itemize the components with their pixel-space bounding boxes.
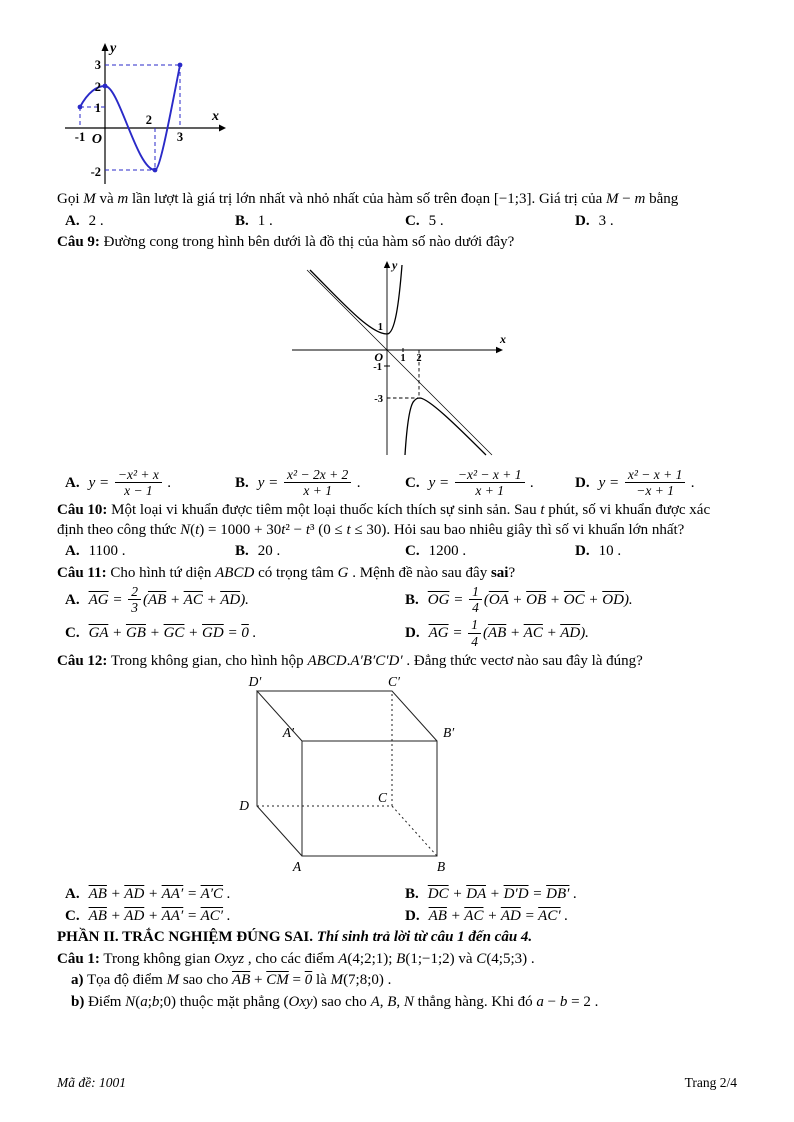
question-8-block	[57, 36, 737, 231]
q9-tick-ym1: -1	[373, 361, 382, 373]
option-d-label: D.	[575, 212, 590, 229]
option-c	[397, 212, 567, 232]
option-c-label: C.	[65, 625, 80, 642]
q12-options-row-2	[57, 907, 737, 927]
option-b-label: B.	[235, 543, 249, 560]
q8-tick-y3: 3	[94, 58, 101, 72]
item-b-text: Điểm N(a;b;0) thuộc mặt phẳng (Oxy) sao cho A, B, N thẳng hàng. Khi đó a − b = 2 .	[88, 993, 599, 1010]
q8-tick-x3: 3	[176, 130, 184, 144]
q8-question: Gọi M và m lần lượt là giá trị lớn nhất và nhỏ nhất của hàm số trên đoạn [−1;3]. Giá trị của M − m bằng	[57, 191, 679, 207]
q10-question-line	[57, 501, 737, 540]
option-d-formula: $\overline{AB} + \overline{AC} + \overline{AD} = AC'$ .	[428, 907, 569, 924]
part2-cau1-text: Trong không gian Oxyz , cho các điểm A(4;2;1); B(1;−1;2) và C(4;5;3) .	[103, 950, 535, 967]
vertex-label-B: B	[436, 859, 446, 875]
x-axis-arrow-icon	[219, 125, 226, 132]
q10-question: Một loại vi khuẩn được tiêm một loại thuốc kích thích sự sinh sản. Sau t phút, số vi khuẩn được xác định theo công thức N(t) = 1000 + 30t² − t³ (0 ≤ t ≤ 30). Hỏi sau bao nhiêu giây thì số vi khuẩn lớn nhất?	[57, 502, 711, 538]
option-b	[227, 468, 397, 499]
option-a-label: A.	[65, 474, 80, 491]
q8-tick-ym2: -2	[90, 165, 101, 179]
option-a-formula: $\overline{AG}$ = $\frac{2}{3}$ $(\overline{AB} + \overline{AC} + \overline{AD})$.	[88, 584, 249, 616]
question-10-block	[57, 501, 737, 562]
page-footer	[57, 1074, 737, 1092]
option-a-label: A.	[65, 592, 80, 609]
q11-question-line	[57, 564, 737, 584]
option-a	[57, 585, 397, 616]
q8-tick-xm1: -1	[74, 130, 86, 144]
question-12-block	[57, 652, 737, 927]
option-c-formula: y = $\frac{\text{−x² − x + 1}}{x + 1}$ .	[428, 467, 534, 499]
option-b	[227, 212, 397, 232]
part2-cau1-item-a	[57, 971, 737, 991]
option-b	[397, 585, 737, 616]
q8-tick-y1: 1	[94, 101, 101, 115]
q9-tick-y1: 1	[377, 321, 383, 333]
option-c-label: C.	[65, 907, 80, 924]
option-d-text: 3 .	[598, 212, 614, 229]
q11-options-row-1	[57, 585, 737, 616]
q8-tick-x2: 2	[145, 113, 152, 127]
option-c	[57, 624, 397, 644]
option-d-label: D.	[405, 907, 420, 924]
q8-axes	[65, 50, 219, 184]
option-d-label: D.	[405, 625, 420, 642]
q9-question: Đường cong trong hình bên dưới là đồ thị của hàm số nào dưới đây?	[103, 234, 515, 250]
q8-figure	[57, 36, 737, 188]
option-b-text: 1 .	[257, 212, 273, 229]
option-b-label: B.	[235, 474, 249, 491]
option-a-text: 1100 .	[88, 543, 126, 560]
part2-heading-bold: PHẦN II. TRẮC NGHIỆM ĐÚNG SAI.	[57, 929, 313, 946]
q11-question: Cho hình tứ diện ABCD có trọng tâm G . Mệnh đề nào sau đây sai?	[110, 564, 516, 581]
q9-graph	[282, 255, 512, 460]
vertex-label-A: A	[292, 859, 302, 875]
option-c	[57, 907, 397, 927]
q10-options	[57, 542, 737, 562]
q8-points	[78, 63, 183, 173]
option-a-text: 2 .	[88, 212, 104, 229]
question-9-block	[57, 233, 737, 499]
q12-number: Câu 12:	[57, 652, 108, 669]
option-b	[397, 885, 737, 905]
q11-options-row-2	[57, 618, 737, 649]
option-a	[57, 468, 227, 499]
q12-figure	[227, 673, 737, 883]
q9-figure	[57, 255, 737, 467]
page-number: Trang 2/4	[684, 1075, 737, 1091]
vertex-label-C-prime: C′	[388, 674, 400, 690]
option-d-label: D.	[575, 543, 590, 560]
q12-box-diagram	[227, 673, 497, 883]
q9-y-label: y	[392, 257, 398, 272]
option-b	[227, 542, 397, 562]
option-c-text: 1200 .	[428, 543, 467, 560]
q8-tick-y2: 2	[94, 80, 101, 94]
vertex-label-D: D	[239, 798, 249, 814]
option-c-formula: $\overline{GA} + \overline{GB} + \overline{GC} + \overline{GD} = 0$ .	[88, 625, 257, 642]
option-a	[57, 542, 227, 562]
option-b-text: 20 .	[257, 543, 281, 560]
q9-options	[57, 468, 737, 499]
option-d-label: D.	[575, 474, 590, 491]
option-c-label: C.	[405, 543, 420, 560]
option-b-formula: $\overline{OG}$ = $\frac{1}{4}$ $(\overline{OA} + \overline{OB} + \overline{OC} + \overline{OD})$.	[427, 584, 633, 616]
item-a-text: Tọa độ điểm M sao cho $\overline{AB} + \overline{CM} = 0$ là M(7;8;0) .	[86, 972, 392, 989]
q9-tick-ym3: -3	[374, 393, 383, 405]
q8-options	[57, 212, 737, 232]
q12-options-row-1	[57, 885, 737, 905]
option-d-formula: $\overline{AG}$ = $\frac{1}{4}$ $(\overline{AB} + \overline{AC} + \overline{AD})$.	[428, 617, 589, 649]
option-c-text: 5 .	[428, 212, 444, 229]
option-c-label: C.	[405, 212, 420, 229]
option-d-text: 10 .	[598, 543, 622, 560]
question-11-block	[57, 564, 737, 650]
part2-cau1-number: Câu 1:	[57, 950, 100, 967]
part2-heading-italic: Thí sinh trả lời từ câu 1 đến câu 4.	[316, 929, 533, 946]
option-a	[57, 212, 227, 232]
q9-tick-x1: 1	[400, 352, 406, 364]
part2-block	[57, 928, 737, 1012]
option-a	[57, 885, 397, 905]
part2-heading	[57, 928, 737, 948]
option-b-label: B.	[405, 886, 419, 903]
option-c-formula: $\overline{AB} + \overline{AD} + AA' = AC'$ .	[88, 907, 231, 924]
option-a-formula: $\overline{AB} + \overline{AD} + AA' = A'C$ .	[88, 886, 231, 903]
item-a-label: a)	[71, 972, 84, 989]
option-b-label: B.	[405, 592, 419, 609]
option-d-formula: y = $\frac{\text{x² − x + 1}}{-x + 1}$ .	[598, 467, 695, 499]
q8-graph	[57, 36, 237, 188]
x-axis-arrow-icon	[496, 346, 503, 352]
q11-number: Câu 11:	[57, 564, 107, 581]
q10-number: Câu 10:	[57, 502, 108, 519]
q9-x-label: x	[500, 331, 506, 346]
part2-cau1-item-b	[57, 993, 737, 1013]
vertex-label-B-prime: B′	[443, 725, 455, 741]
box-solid-edges	[257, 691, 437, 856]
option-d	[397, 618, 737, 649]
q9-axes	[292, 267, 496, 455]
q9-question-line	[57, 233, 737, 253]
q12-question-line	[57, 652, 737, 672]
option-d	[567, 542, 737, 562]
exam-code: Mã đề: 1001	[57, 1075, 126, 1091]
q9-number: Câu 9:	[57, 234, 100, 250]
y-axis-arrow-icon	[384, 261, 390, 268]
vertex-label-C: C	[377, 790, 387, 806]
q8-question-text	[57, 190, 737, 210]
q8-origin-label: O	[91, 132, 102, 147]
option-d	[567, 212, 737, 232]
option-d	[397, 907, 737, 927]
option-b-label: B.	[235, 212, 249, 229]
option-d	[567, 468, 737, 499]
option-c	[397, 542, 567, 562]
option-b-formula: y = $\frac{\text{x² − 2x + 2}}{x + 1}$ .	[257, 467, 361, 499]
option-a-label: A.	[65, 543, 80, 560]
q9-curve	[310, 265, 486, 455]
option-c	[397, 468, 567, 499]
option-c-label: C.	[405, 474, 420, 491]
q9-origin-label: O	[374, 349, 383, 364]
y-axis-arrow-icon	[102, 43, 109, 51]
item-b-label: b)	[71, 993, 85, 1010]
q8-x-label: x	[212, 109, 219, 124]
option-b-formula: $\overline{DC} + \overline{DA} + D'D = DB'$ .	[427, 886, 577, 903]
option-a-formula: y = $\frac{\text{−x² + x}}{x - 1}$ .	[88, 467, 172, 499]
vertex-label-A-prime: A′	[282, 725, 294, 741]
q8-y-label: y	[110, 41, 117, 56]
part2-cau1-line	[57, 950, 737, 970]
box-hidden-edges	[257, 691, 437, 856]
option-a-label: A.	[65, 212, 80, 229]
option-a-label: A.	[65, 886, 80, 903]
vertex-label-D-prime: D′	[248, 674, 262, 690]
q12-question: Trong không gian, cho hình hộp ABCD.A′B′C′D′ . Đẳng thức vectơ nào sau đây là đúng?	[110, 652, 643, 669]
q9-tick-x2: 2	[416, 352, 422, 364]
